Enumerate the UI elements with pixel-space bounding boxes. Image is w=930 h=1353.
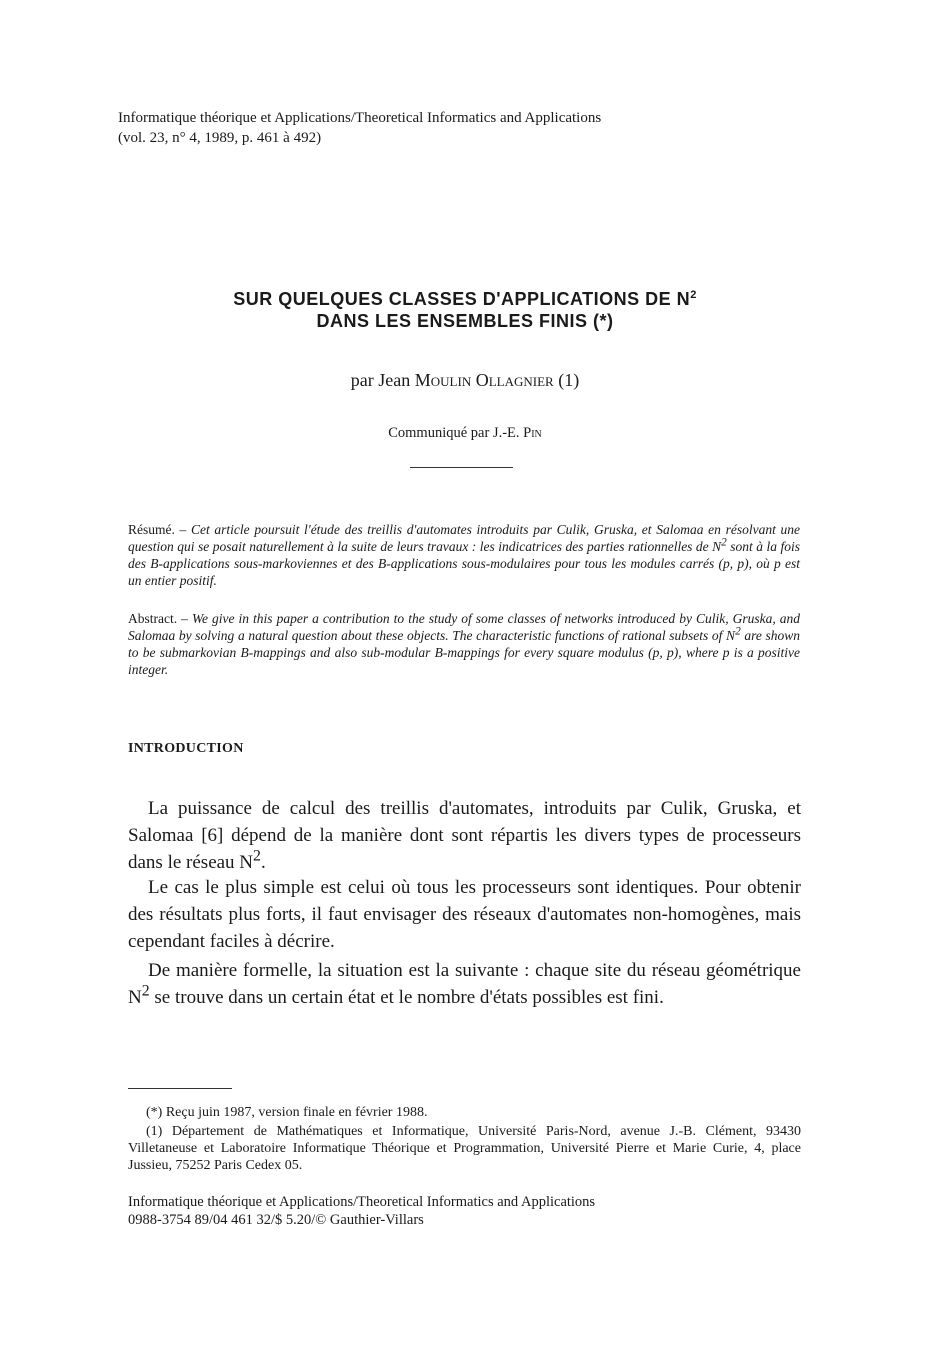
- abstract-text-a: We give in this paper a contribution to the study of some classes of networks introduced by Culik, Gruska, and Salomaa by solving a natural question about these objects. The characteristic functions of rational subsets of N: [128, 611, 801, 643]
- intro-paragraph-2: Le cas le plus simple est celui où tous les processeurs sont identiques. Pour obtenir des résultats plus forts, il faut envisager des réseaux d'automates non-homogènes, mais cependant faciles à décrire.: [128, 877, 801, 952]
- footer-journal: Informatique théorique et Applications/Theoretical Informatics and Applications: [128, 1194, 596, 1210]
- resume-block: [128, 521, 800, 589]
- resume-text-a: Cet article poursuit l'étude des treillis d'automates introduits par Culik, Gruska, et Salomaa en résolvant une question qui se posait naturellement à la suite de leurs travaux : les indicatrices des parties rationnelles de N: [128, 522, 800, 554]
- abstract-block: [128, 610, 800, 678]
- author-note: (1): [558, 370, 580, 390]
- footnote-1-mark: (*): [146, 1105, 163, 1120]
- communicated-name: Pin: [523, 425, 542, 441]
- title-line-1: SUR QUELQUES CLASSES D'APPLICATIONS DE $N^2$: [233, 289, 697, 309]
- author-name: Moulin Ollagnier: [414, 370, 554, 390]
- footnote-divider: [128, 1088, 232, 1089]
- footnote-2: (1) Département de Mathématiques et Informatique, Université Paris-Nord, avenue J.-B. Clément, 93430 Villetaneuse et Laboratoire Informatique Théorique et Programmation, Université Pierre et Marie Curie, 4, place Jussieu, 75252 Paris Cedex 05.: [128, 1124, 801, 1173]
- footnote-2-mark: (1): [146, 1124, 163, 1139]
- journal-header: [118, 108, 601, 148]
- communicated-line: [0, 425, 930, 442]
- footnote-1: (*) Reçu juin 1987, version finale en février 1988.: [146, 1105, 428, 1120]
- resume-label: Résumé. –: [128, 522, 187, 537]
- author-prefix: par Jean: [350, 370, 411, 390]
- intro-paragraph-1: La puissance de calcul des treillis d'automates, introduits par Culik, Gruska, et Salomaa [6] dépend de la manière dont sont répartis les divers types de processeurs dans le réseau $N^2$.: [128, 798, 801, 873]
- communicated-prefix: Communiqué par J.-E.: [388, 425, 520, 441]
- paper-title: [0, 288, 930, 332]
- section-heading-introduction: INTRODUCTION: [128, 741, 244, 756]
- resume-text-b: sont à la fois des B-applications sous-markoviennes et des B-applications sous-modulaires pour tous les modules carrés (p, p), où p est un entier positif.: [128, 539, 800, 588]
- title-divider: [410, 467, 513, 468]
- abstract-sup: 2: [735, 625, 741, 638]
- abstract-label: Abstract. –: [128, 611, 188, 626]
- intro-paragraph-3: De manière formelle, la situation est la suivante : chaque site du réseau géométrique $N^2$ se trouve dans un certain état et le nombre d'états possibles est fini.: [128, 960, 801, 1008]
- resume-sup: 2: [721, 536, 727, 549]
- abstract-text-b: are shown to be submarkovian B-mappings and also sub-modular B-mappings for every square modulus (p, p), where p is a positive integer.: [128, 628, 800, 677]
- title-line-2: DANS LES ENSEMBLES FINIS (*): [316, 311, 614, 331]
- volume-info: (vol. 23, n° 4, 1989, p. 461 à 492): [118, 130, 322, 146]
- page-footer: [128, 1193, 595, 1229]
- author-line: [0, 370, 930, 391]
- footer-code: 0988-3754 89/04 461 32/$ 5.20/© Gauthier-Villars: [128, 1212, 424, 1228]
- journal-name: Informatique théorique et Applications/Theoretical Informatics and Applications: [118, 110, 602, 126]
- title-superscript: 2: [690, 289, 697, 301]
